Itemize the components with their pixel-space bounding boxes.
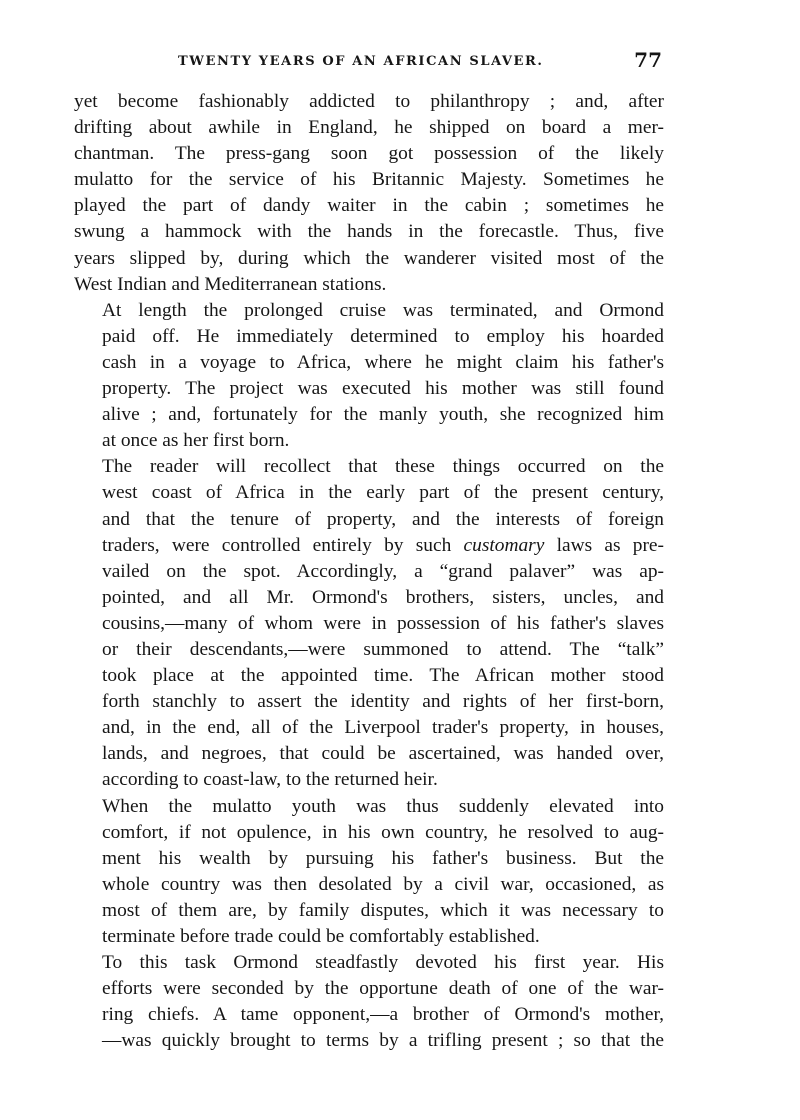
text-line: paid off. He immediately determined to employ his hoarded (102, 325, 664, 347)
paragraph-5 (74, 950, 664, 1054)
italic-word: customary (463, 534, 545, 556)
text-line: —was quickly brought to terms by a trifling present ; so that the (102, 1030, 664, 1052)
text-line: vailed on the spot. Accordingly, a “grand palaver” was ap- (102, 560, 664, 582)
text-line: property. The project was executed his mother was still found (102, 378, 664, 400)
text-line: comfort, if not opulence, in his own country, he resolved to aug- (102, 821, 664, 843)
text-line: cash in a voyage to Africa, where he might claim his father's (102, 351, 664, 373)
running-title: TWENTY YEARS OF AN AFRICAN SLAVER. (178, 54, 544, 69)
text-line: years slipped by, during which the wanderer visited most of the (74, 247, 664, 269)
text-line: west coast of Africa in the early part of the present century, (102, 482, 664, 504)
text-line: according to coast-law, to the returned heir. (102, 769, 438, 791)
text-line: or their descendants,—were summoned to attend. The “talk” (102, 638, 664, 660)
text-line: The reader will recollect that these things occurred on the (102, 456, 664, 478)
text-line: yet become fashionably addicted to philanthropy ; and, after (74, 91, 664, 112)
text-line: West Indian and Mediterranean stations. (74, 273, 387, 295)
paragraph-1 (74, 89, 664, 298)
text-line: chantman. The press-gang soon got possession of the likely (74, 143, 664, 165)
text-line: whole country was then desolated by a civil war, occasioned, as (102, 873, 664, 895)
body-text (74, 89, 664, 1054)
page-number: 77 (634, 48, 662, 72)
paragraph-4 (74, 794, 664, 951)
text-line: alive ; and, fortunately for the manly youth, she recognized him (102, 404, 664, 426)
text-line: and that the tenure of property, and the interests of foreign (102, 508, 664, 530)
paragraph-2 (74, 298, 664, 455)
text-line: took place at the appointed time. The African mother stood (102, 665, 664, 687)
paragraph-3 (74, 454, 664, 793)
text-line: and, in the end, all of the Liverpool trader's property, in houses, (102, 717, 664, 739)
text-line: At length the prolonged cruise was terminated, and Ormond (102, 299, 664, 321)
text-line: mulatto for the service of his Britannic Majesty. Sometimes he (74, 169, 664, 191)
text-line: To this task Ormond steadfastly devoted his first year. His (102, 952, 664, 974)
text-line: efforts were seconded by the opportune death of one of the war- (102, 978, 664, 1000)
text-line: at once as her first born. (102, 430, 290, 452)
text-line: When the mulatto youth was thus suddenly elevated into (102, 795, 664, 817)
text-line: played the part of dandy waiter in the cabin ; sometimes he (74, 195, 664, 217)
line-tail: laws as pre- (544, 534, 664, 556)
text-line: ment his wealth by pursuing his father's business. But the (102, 847, 664, 869)
text-line: swung a hammock with the hands in the forecastle. Thus, five (74, 221, 664, 243)
text-line: pointed, and all Mr. Ormond's brothers, sisters, uncles, and (102, 586, 664, 608)
text-line: drifting about awhile in England, he shipped on board a mer- (74, 117, 664, 139)
text-line-with-italic (74, 533, 664, 559)
line-head: traders, were controlled entirely by such (102, 534, 464, 556)
text-line: lands, and negroes, that could be ascertained, was handed over, (102, 743, 664, 765)
text-line: cousins,—many of whom were in possession of his father's slaves (102, 612, 664, 634)
text-line: most of them are, by family disputes, which it was necessary to (102, 899, 664, 921)
text-line: forth stanchly to assert the identity and rights of her first-born, (102, 691, 664, 713)
page-header (74, 48, 664, 76)
text-line: ring chiefs. A tame opponent,—a brother of Ormond's mother, (102, 1004, 664, 1026)
text-line: terminate before trade could be comfortably established. (102, 926, 540, 947)
